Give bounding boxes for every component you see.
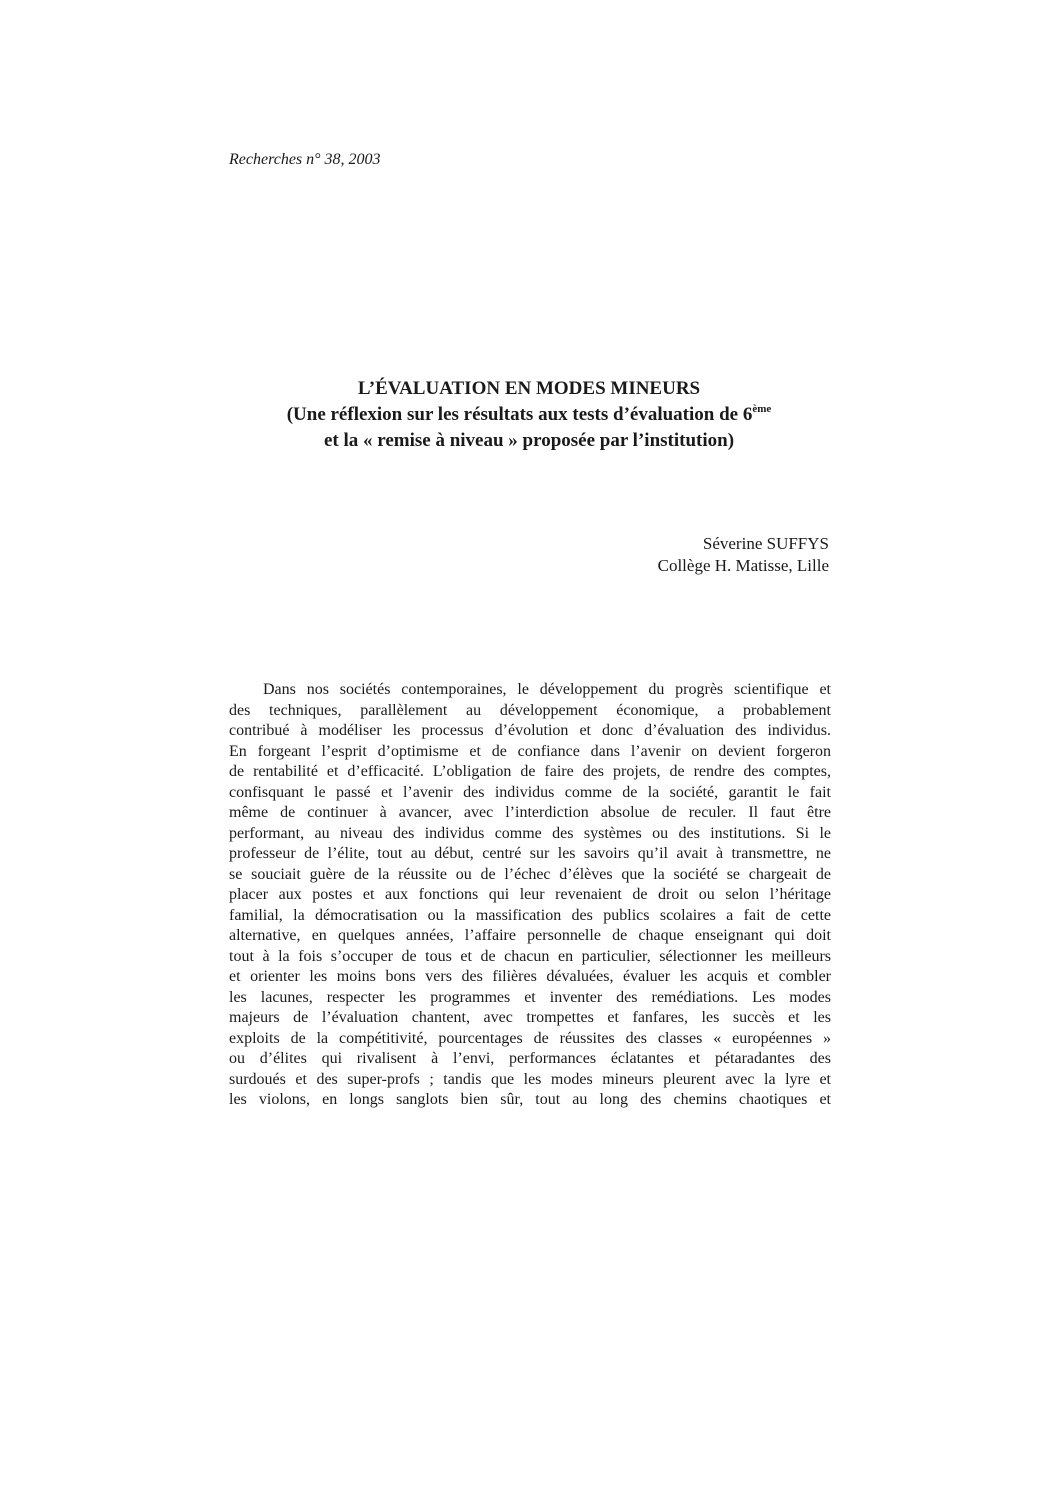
body-line: et orienter les moins bons vers des filières dévaluées, évaluer les acquis et combler <box>229 968 831 985</box>
body-line: tout à la fois s’occuper de tous et de chacun en particulier, sélectionner les meilleurs <box>229 947 831 965</box>
body-line: contribué à modéliser les processus d’évolution et donc d’évaluation des individus. <box>229 722 831 739</box>
body-line: surdoués et des super-profs ; tandis que les modes mineurs pleurent avec la lyre et <box>229 1070 831 1088</box>
title-line-1: L’ÉVALUATION EN MODES MINEURS <box>357 378 701 399</box>
body-line: se souciait guère de la réussite ou de l’échec d’élèves que la société se chargeait de <box>229 865 831 883</box>
body-paragraph <box>229 680 831 1111</box>
journal-header: Recherches n° 38, 2003 <box>229 151 381 168</box>
body-line: des techniques, parallèlement au développement économique, a probablement <box>229 701 831 719</box>
title-line-2-text: (Une réflexion sur les résultats aux tests d’évaluation de 6 <box>286 404 753 425</box>
title-line-2 <box>180 402 878 428</box>
body-line: professeur de l’élite, tout au début, centré sur les savoirs qu’il avait à transmettre, ne <box>229 845 831 862</box>
body-line: les lacunes, respecter les programmes et inventer des remédiations. Les modes <box>229 988 831 1006</box>
body-line: placer aux postes et aux fonctions qui leur revenaient de droit ou selon l’héritage <box>229 886 831 903</box>
body-line: exploits de la compétitivité, pourcentages de réussites des classes « européennes » <box>229 1029 831 1047</box>
body-line: majeurs de l’évaluation chantent, avec trompettes et fanfares, les succès et les <box>229 1009 831 1026</box>
body-line: alternative, en quelques années, l’affaire personnelle de chaque enseignant qui doit <box>229 927 831 944</box>
body-line: ou d’élites qui rivalisent à l’envi, performances éclatantes et pétaradantes des <box>229 1050 831 1067</box>
body-line: En forgeant l’esprit d’optimisme et de confiance dans l’avenir on devient forgeron <box>229 742 831 760</box>
author-name: Séverine SUFFYS <box>702 534 829 553</box>
body-line: même de continuer à avancer, avec l’interdiction absolue de reculer. Il faut être <box>229 804 831 821</box>
body-line: confisquant le passé et l’avenir des individus comme de la société, garantit le fait <box>229 783 831 801</box>
body-line: de rentabilité et d’efficacité. L’obligation de faire des projets, de rendre des comptes, <box>229 763 831 780</box>
author-block <box>658 533 829 577</box>
title-line-3: et la « remise à niveau » proposée par l’institution) <box>323 430 735 451</box>
author-affiliation: Collège H. Matisse, Lille <box>657 556 829 575</box>
body-line: familial, la démocratisation ou la massification des publics scolaires a fait de cette <box>229 906 831 924</box>
body-line: Dans nos sociétés contemporaines, le développement du progrès scientifique et <box>263 681 831 698</box>
article-title <box>180 376 878 454</box>
title-superscript: ème <box>752 403 772 415</box>
body-line: performant, au niveau des individus comme des systèmes ou des institutions. Si le <box>229 824 831 842</box>
body-line: les violons, en longs sanglots bien sûr, tout au long des chemins chaotiques et <box>229 1091 831 1108</box>
